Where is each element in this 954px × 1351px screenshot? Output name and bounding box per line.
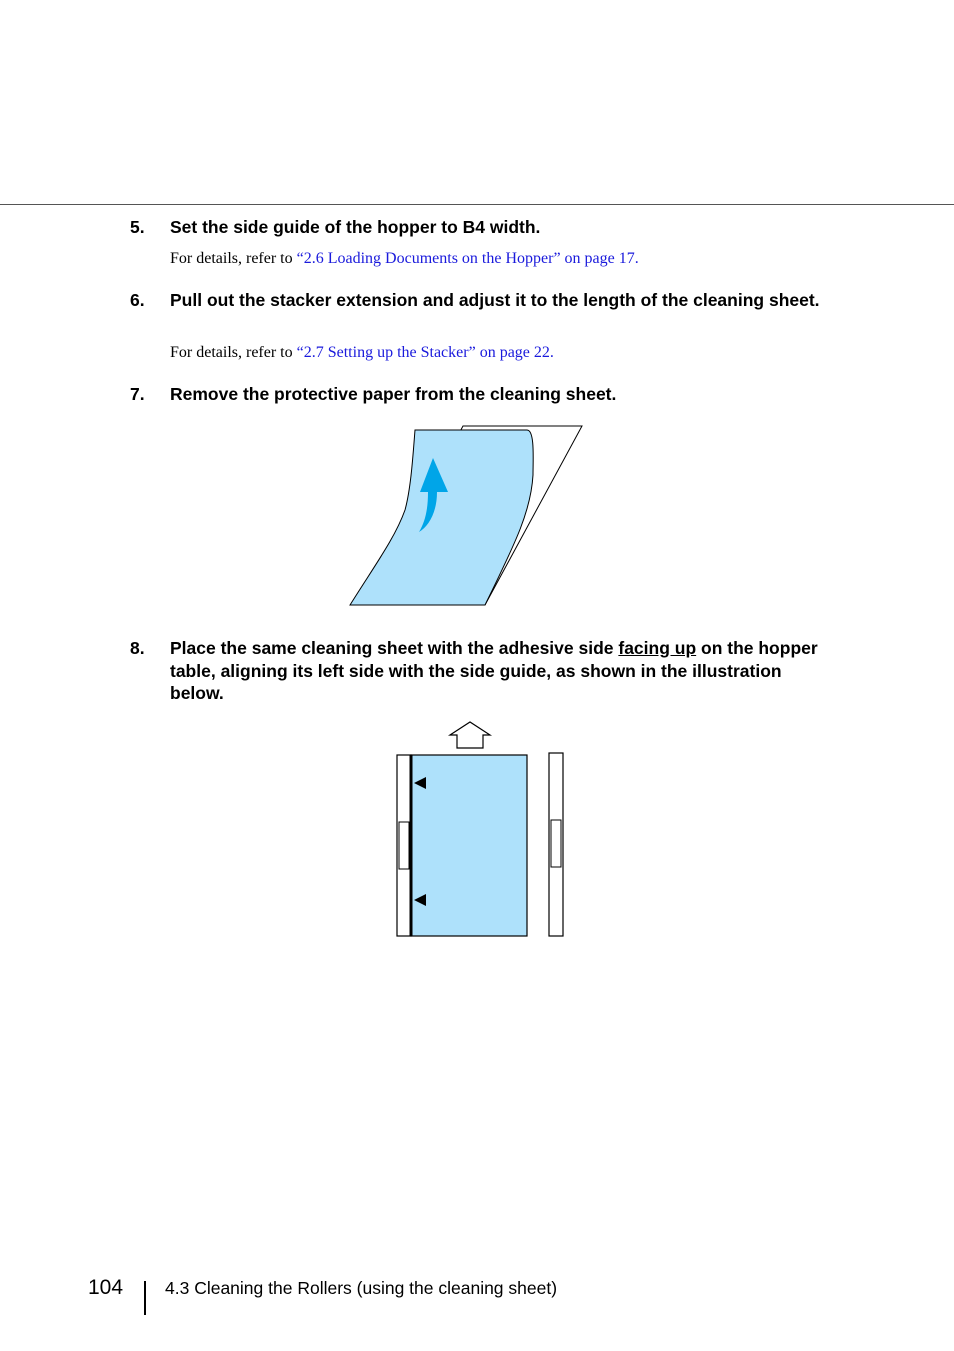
step-number: 8. [130,638,145,658]
cross-reference-link[interactable]: “2.7 Setting up the Stacker” on page 22. [296,344,554,361]
right-guide-tab [551,820,561,867]
step-number: 5. [130,217,145,237]
header-rule [0,204,954,205]
note-prefix: For details, refer to [170,344,297,361]
step-5 [130,216,830,239]
left-guide-tab [399,822,409,869]
step-number: 7. [130,384,145,404]
step-7 [130,383,830,406]
step-text: Set the side guide of the hopper to B4 width. [170,217,541,237]
step-5-note [170,249,639,269]
step-8 [130,637,830,705]
page-number: 104 [88,1276,124,1299]
step-text: Remove the protective paper from the cleaning sheet. [170,384,617,404]
step-6 [130,289,830,312]
step-number: 6. [130,290,145,310]
cross-reference-link[interactable]: “2.6 Loading Documents on the Hopper” on page 17. [296,250,639,267]
step-text: Pull out the stacker extension and adjust it to the length of the cleaning sheet. [170,290,820,310]
hopper-placement-illustration [390,718,570,942]
cleaning-sheet [350,430,533,605]
step-6-note [170,343,554,363]
footer-divider [144,1281,146,1315]
feed-direction-arrow-icon [450,722,490,748]
cleaning-sheet [411,755,527,936]
note-prefix: For details, refer to [170,250,297,267]
step-text: Place the same cleaning sheet with the adhesive side facing up on the hopper table, aligning its left side with the side guide, as shown in the illustration below. [170,638,818,703]
peel-protective-paper-illustration [345,420,590,612]
underlined-emphasis: facing up [618,638,697,658]
section-title: 4.3 Cleaning the Rollers (using the cleaning sheet) [165,1278,558,1298]
